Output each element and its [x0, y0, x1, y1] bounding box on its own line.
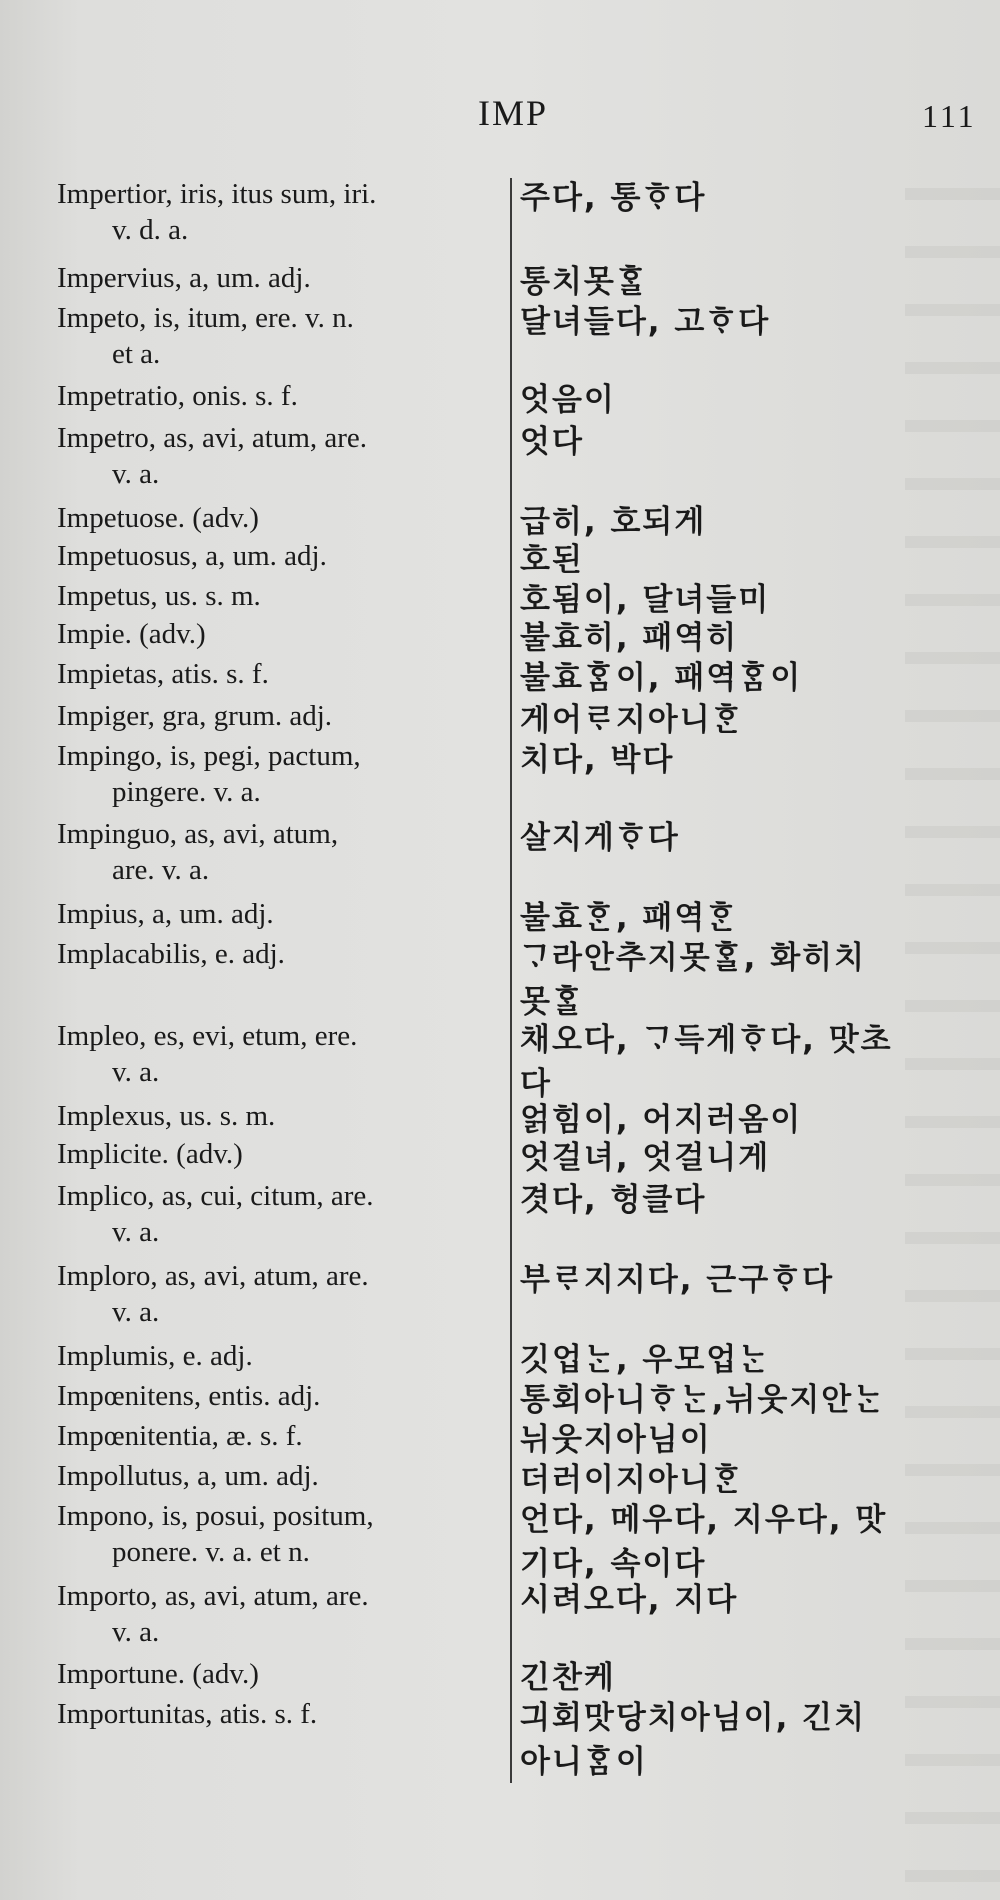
latin-text: Impiger, gra, grum. adj.: [57, 700, 333, 732]
latin-text: Impetratio, onis. s. f.: [57, 380, 298, 412]
korean-definition: 게어ᄅᆞ지아니ᄒᆞᆫ: [520, 702, 744, 738]
latin-continuation: v. a.: [112, 1296, 160, 1328]
latin-headword: [57, 1498, 502, 1570]
latin-headword: [57, 1178, 502, 1250]
korean-definition: 엇다: [520, 424, 584, 460]
latin-continuation: are. v. a.: [112, 854, 210, 886]
latin-text: Impetus, us. s. m.: [57, 580, 261, 612]
korean-definition: 긔회맛당치아님이, 긴치 아니ᄒᆞᆷ이: [520, 1700, 867, 1780]
latin-text: Impertior, iris, itus sum, iri.: [57, 178, 377, 210]
korean-definition: 시려오다, 지다: [520, 1582, 739, 1618]
latin-text: Impietas, atis. s. f.: [57, 658, 269, 690]
latin-text: Impleo, es, evi, etum, ere.: [57, 1020, 358, 1052]
latin-continuation: v. a.: [112, 458, 160, 490]
korean-definition: 뉘웃지아님이: [520, 1422, 712, 1458]
latin-text: Impinguo, as, avi, atum,: [57, 818, 339, 850]
latin-headword: [57, 1458, 502, 1494]
latin-headword: [57, 420, 502, 492]
korean-definition: 얽힘이, 어지러옴이: [520, 1102, 803, 1138]
latin-text: Implicite. (adv.): [57, 1138, 243, 1170]
running-header: IMP: [478, 93, 549, 133]
latin-text: Implico, as, cui, citum, are.: [57, 1180, 374, 1212]
latin-text: Impetro, as, avi, atum, are.: [57, 422, 368, 454]
latin-text: Impius, a, um. adj.: [57, 898, 274, 930]
latin-text: Impetuosus, a, um. adj.: [57, 540, 327, 572]
latin-headword: [57, 1578, 502, 1650]
latin-headword: [57, 1378, 502, 1414]
latin-text: Implacabilis, e. adj.: [57, 938, 285, 970]
latin-continuation: v. a.: [112, 1616, 160, 1648]
latin-headword: [57, 176, 502, 248]
latin-headword: [57, 378, 502, 414]
latin-text: Impie. (adv.): [57, 618, 206, 650]
korean-definition: 통회아니ᄒᆞᄂᆞᆫ,뉘웃지안ᄂᆞᆫ: [520, 1382, 886, 1418]
korean-definition: 호됨이, 달녀들미: [520, 582, 771, 618]
korean-definition: ᄀᆞ라안추지못ᄒᆞᆯ, 화히치 못ᄒᆞᆯ: [520, 940, 867, 1020]
latin-continuation: v. a.: [112, 1056, 160, 1088]
latin-continuation: v. d. a.: [112, 214, 189, 246]
latin-text: Implumis, e. adj.: [57, 1340, 253, 1372]
latin-headword: [57, 500, 502, 536]
korean-definition: 달녀들다, 고ᄒᆞ다: [520, 304, 771, 340]
latin-continuation: v. a.: [112, 1216, 160, 1248]
latin-continuation: et a.: [112, 338, 161, 370]
korean-definition: 통치못ᄒᆞᆯ: [520, 264, 648, 300]
latin-headword: [57, 1098, 502, 1134]
latin-text: Impœnitens, entis. adj.: [57, 1380, 321, 1412]
latin-headword: [57, 1258, 502, 1330]
korean-definition: 살지게ᄒᆞ다: [520, 820, 680, 856]
latin-headword: [57, 260, 502, 296]
latin-text: Importune. (adv.): [57, 1658, 259, 1690]
latin-headword: [57, 616, 502, 652]
latin-text: Implexus, us. s. m.: [57, 1100, 276, 1132]
latin-headword: [57, 698, 502, 734]
korean-definition: 엇음이: [520, 382, 616, 418]
latin-headword: [57, 1018, 502, 1090]
korean-definition: 깃업ᄂᆞᆫ, 우모업ᄂᆞᆫ: [520, 1342, 771, 1378]
korean-definition: 치다, 박다: [520, 742, 675, 778]
korean-definition: 언다, 메우다, 지우다, 맛 기다, 속이다: [520, 1502, 888, 1582]
korean-definition: 겻다, 헝클다: [520, 1182, 707, 1218]
latin-headword: [57, 738, 502, 810]
korean-definition: 불효히, 패역히: [520, 620, 739, 656]
latin-headword: [57, 896, 502, 932]
latin-text: Impollutus, a, um. adj.: [57, 1460, 319, 1492]
korean-definition: 엇걸녀, 엇걸니게: [520, 1140, 771, 1176]
latin-headword: [57, 936, 502, 972]
latin-text: Imploro, as, avi, atum, are.: [57, 1260, 369, 1292]
latin-text: Importunitas, atis. s. f.: [57, 1698, 318, 1730]
latin-headword: [57, 538, 502, 574]
korean-definition: 불효ᄒᆞᆫ, 패역ᄒᆞᆫ: [520, 900, 739, 936]
latin-text: Impono, is, posui, positum,: [57, 1500, 374, 1532]
latin-headword: [57, 1418, 502, 1454]
korean-definition: 긴찬케: [520, 1660, 616, 1696]
latin-headword: [57, 656, 502, 692]
latin-text: Impervius, a, um. adj.: [57, 262, 311, 294]
latin-headword: [57, 1696, 502, 1732]
latin-text: Impœnitentia, æ. s. f.: [57, 1420, 303, 1452]
latin-text: Impetuose. (adv.): [57, 502, 259, 534]
latin-text: Impeto, is, itum, ere. v. n.: [57, 302, 354, 334]
latin-headword: [57, 578, 502, 614]
korean-definition: 주다, 통ᄒᆞ다: [520, 180, 707, 216]
korean-definition: 채오다, ᄀᆞ득게ᄒᆞ다, 맛초 다: [520, 1022, 893, 1102]
latin-headword: [57, 1656, 502, 1692]
korean-definition: 더러이지아니ᄒᆞᆫ: [520, 1462, 744, 1498]
page-number: 111: [922, 98, 977, 134]
korean-definition: 호된: [520, 542, 584, 578]
latin-headword: [57, 300, 502, 372]
latin-continuation: pingere. v. a.: [112, 776, 261, 808]
latin-headword: [57, 816, 502, 888]
korean-definition: 불효ᄒᆞᆷ이, 패역ᄒᆞᆷ이: [520, 660, 803, 696]
korean-definition: 부ᄅᆞ지지다, 근구ᄒᆞ다: [520, 1262, 835, 1298]
latin-text: Importo, as, avi, atum, are.: [57, 1580, 369, 1612]
latin-continuation: ponere. v. a. et n.: [112, 1536, 310, 1568]
latin-headword: [57, 1338, 502, 1374]
latin-headword: [57, 1136, 502, 1172]
korean-definition: 급히, 호되게: [520, 504, 707, 540]
latin-text: Impingo, is, pegi, pactum,: [57, 740, 361, 772]
